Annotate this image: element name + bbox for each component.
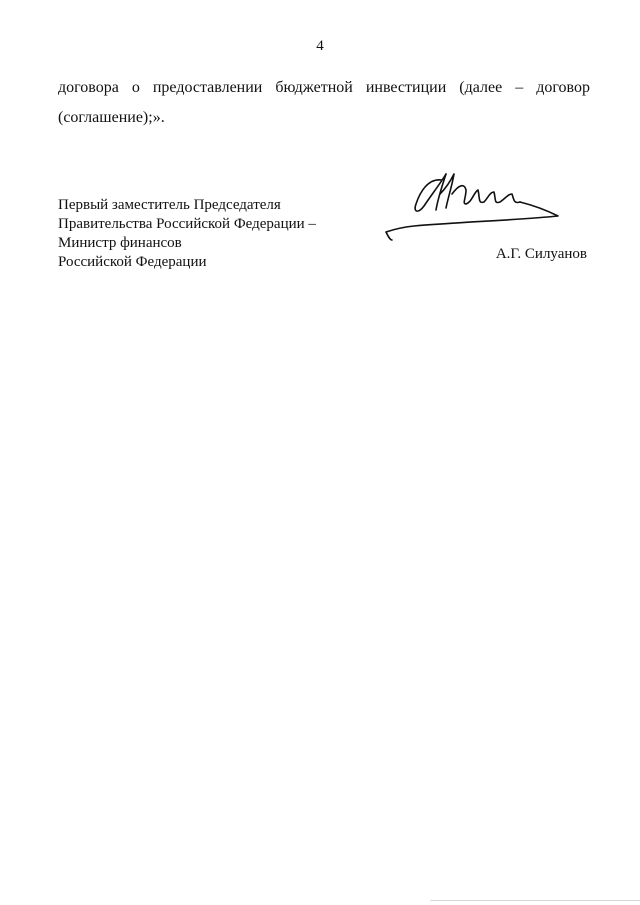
page-number: 4 <box>316 38 324 54</box>
paragraph-word: бюджетной <box>275 79 353 96</box>
signer-title-line: Правительства Российской Федерации – <box>58 216 316 232</box>
signer-title-line: Министр финансов <box>58 235 182 251</box>
scan-edge-line <box>430 900 640 901</box>
paragraph-word: о <box>131 79 140 96</box>
signer-title-line: Первый заместитель Председателя <box>58 197 281 213</box>
signer-title-block <box>58 196 316 272</box>
paragraph-word: договор <box>536 79 590 96</box>
paragraph-line-1 <box>58 78 590 98</box>
paragraph-line-2: (соглашение);». <box>58 109 165 126</box>
paragraph-word: предоставлении <box>152 79 263 96</box>
handwritten-signature <box>380 160 565 242</box>
paragraph-word: договора <box>58 79 119 96</box>
paragraph-word: (далее <box>459 79 503 96</box>
paragraph-word: инвестиции <box>365 79 447 96</box>
signer-name: А.Г. Силуанов <box>495 246 587 262</box>
paragraph-word: – <box>515 79 524 96</box>
signer-title-line: Российской Федерации <box>58 254 207 270</box>
